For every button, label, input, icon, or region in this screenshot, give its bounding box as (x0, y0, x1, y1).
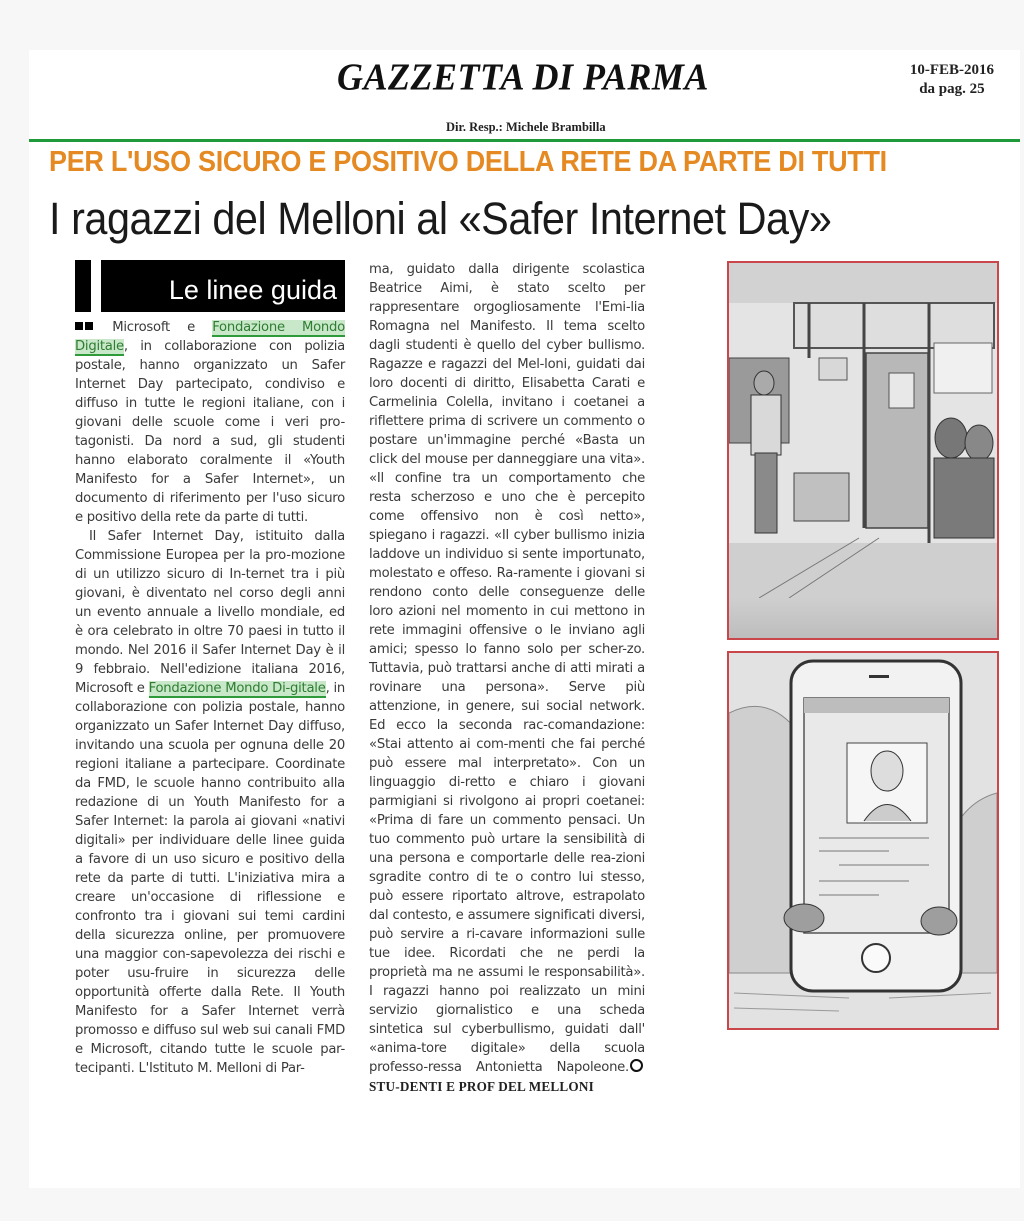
article-kicker: PER L'USO SICURO E POSITIVO DELLA RETE DA PARTE DI TUTTI (49, 146, 887, 178)
heading-bar-decoration (75, 260, 91, 312)
article-headline: I ragazzi del Melloni al «Safer Internet Day» (49, 193, 832, 244)
smartphone-sketch-image (729, 653, 997, 1028)
sidebar-heading: Le linee guida (101, 260, 345, 312)
header-divider (29, 139, 1020, 142)
text-run: , in collaborazione con polizia postale, hanno organizzato un Safer Internet Day partecipato, condiviso e diffuso in tutte le regioni italiane, con i giovani delle scuole come i veri pro-tagonisti. Da nord a sud, gli studenti hanno elaborato coralmente il «Youth Manifesto for a Safer Internet», un documento di riferimento per l'uso sicuro e positivo della rete da parte di tutti. (75, 339, 345, 525)
article-column-1 (75, 318, 345, 1078)
illustration-smartphone (727, 651, 999, 1030)
date-block (910, 61, 994, 99)
article-signoff: STU-DENTI E PROF DEL MELLONI (369, 1079, 594, 1094)
blurred-caption-strip (729, 598, 997, 638)
publication-date: 10-FEB-2016 (909, 62, 994, 78)
text-run: Microsoft e (112, 320, 213, 335)
fondazione-mondo-digitale-link[interactable]: Fondazione Mondo Digitale (75, 320, 345, 354)
fondazione-mondo-digitale-link[interactable]: Fondazione Mondo Di-gitale (148, 681, 326, 696)
end-bullet-icon (630, 1059, 643, 1072)
illustration-corridor (727, 261, 999, 640)
newspaper-clipping (29, 50, 1020, 1188)
lead-square-icon (75, 322, 83, 330)
newspaper-name: GAZZETTA DI PARMA (337, 56, 709, 98)
editor-in-chief: Dir. Resp.: Michele Brambilla (446, 120, 606, 134)
sidebar-heading-box (75, 258, 345, 314)
page-reference: da pag. 25 (919, 81, 985, 97)
article-column-2 (369, 260, 645, 1097)
paragraph-2 (75, 527, 345, 1078)
paragraph-3 (369, 260, 645, 1097)
corridor-sketch-image (729, 263, 997, 638)
text-run: ma, guidato dalla dirigente scolastica Beatrice Aimi, è stato scelto per rappresentare orgogliosamente l'Emi-lia Romagna nel Manifesto. Il tema scelto dagli studenti è quello del cyber bullismo. Ragazze e ragazzi del Mel-loni, guidati dai loro docenti di diritto, Elisabetta Carati e Carmelinia Colella, invitano i coetanei a riflettere prima di scrivere un commento o postare un'immagine perché «Basta un click del mouse per danneggiare una vita». «Il confine tra un comportamento che resta scherzoso e uno che è percepito come offensivo non è così netto», spiegano i ragazzi. «Il cyber bullismo inizia laddove un individuo si sente importunato, molestato e offeso. Ra-ramente i giovani si rendono conto delle conseguenze delle loro azioni nel momento in cui mettono in rete immagini offensive o le inviano agli amici; spesso lo fanno solo per scher-zo. Tuttavia, può trattarsi anche di atti mirati a rovinare una persona». Serve più attenzione, in genere, sui social network. Ed ecco la seconda rac-comandazione: «Stai attento ai com-menti che fai perché può essere mal interpretato». Con un linguaggio di-retto e chiaro i giovani parmigiani si rivolgono ai propri coetanei: «Prima di fare un commento pensaci. Un tuo commento può urtare la sensibilità di una persona e comportarle delle rea-zioni sgradite contro di te o contro lui stesso, può essere riportato altrove, estrapolato dal contesto, e assumere significati diversi, può servire a ri-cavare informazioni sulle tue idee. Ricordati che ne perdi la proprietà ma ne assumi le responsabilità». I ragazzi hanno poi realizzato un mini servizio giornalistico e una scheda sintetica sul cyberbullismo, guidati dall' «anima-tore digitale» della scuola professo-ressa Antonietta Napoleone. (369, 262, 645, 1075)
text-run: Il Safer Internet Day, istituito dalla Commissione Europea per la pro-mozione di un utilizzo sicuro di In-ternet tra i più giovani, è diventato nel corso degli anni un evento annuale a livello mondiale, ed è ora celebrato in oltre 70 paesi in tutto il mondo. Nel 2016 il Safer Internet Day è il 9 febbraio. Nell'edizione italiana 2016, Microsoft e (75, 529, 345, 696)
lead-square-icon (85, 322, 93, 330)
text-run: , in collaborazione con polizia postale, hanno organizzato un Safer Internet Day diffuso, invitando una scuola per ognuna delle 20 regioni italiane a partecipare. Coordinate da FMD, le scuole hanno contribuito alla redazione di un Youth Manifesto for a Safer Internet: la parola ai giovani «nativi digitali» per individuare delle linee guida a favore di un uso sicuro e positivo della rete da parte di tutti. L'iniziativa mira a creare un'occasione di riflessione e confronto tra i giovani sui temi cardini della sicurezza online, per promuovere una maggior con-sapevolezza dei rischi e poter usu-fruire in sicurezza delle opportunità offerte dalla Rete. Il Youth Manifesto for a Safer Internet verrà promosso e diffuso sul web sui canali FMD e Microsoft, citando tutte le scuole par-tecipanti. L'Istituto M. Melloni di Par- (75, 681, 346, 1076)
paragraph-1 (75, 318, 345, 527)
masthead (29, 50, 1020, 142)
